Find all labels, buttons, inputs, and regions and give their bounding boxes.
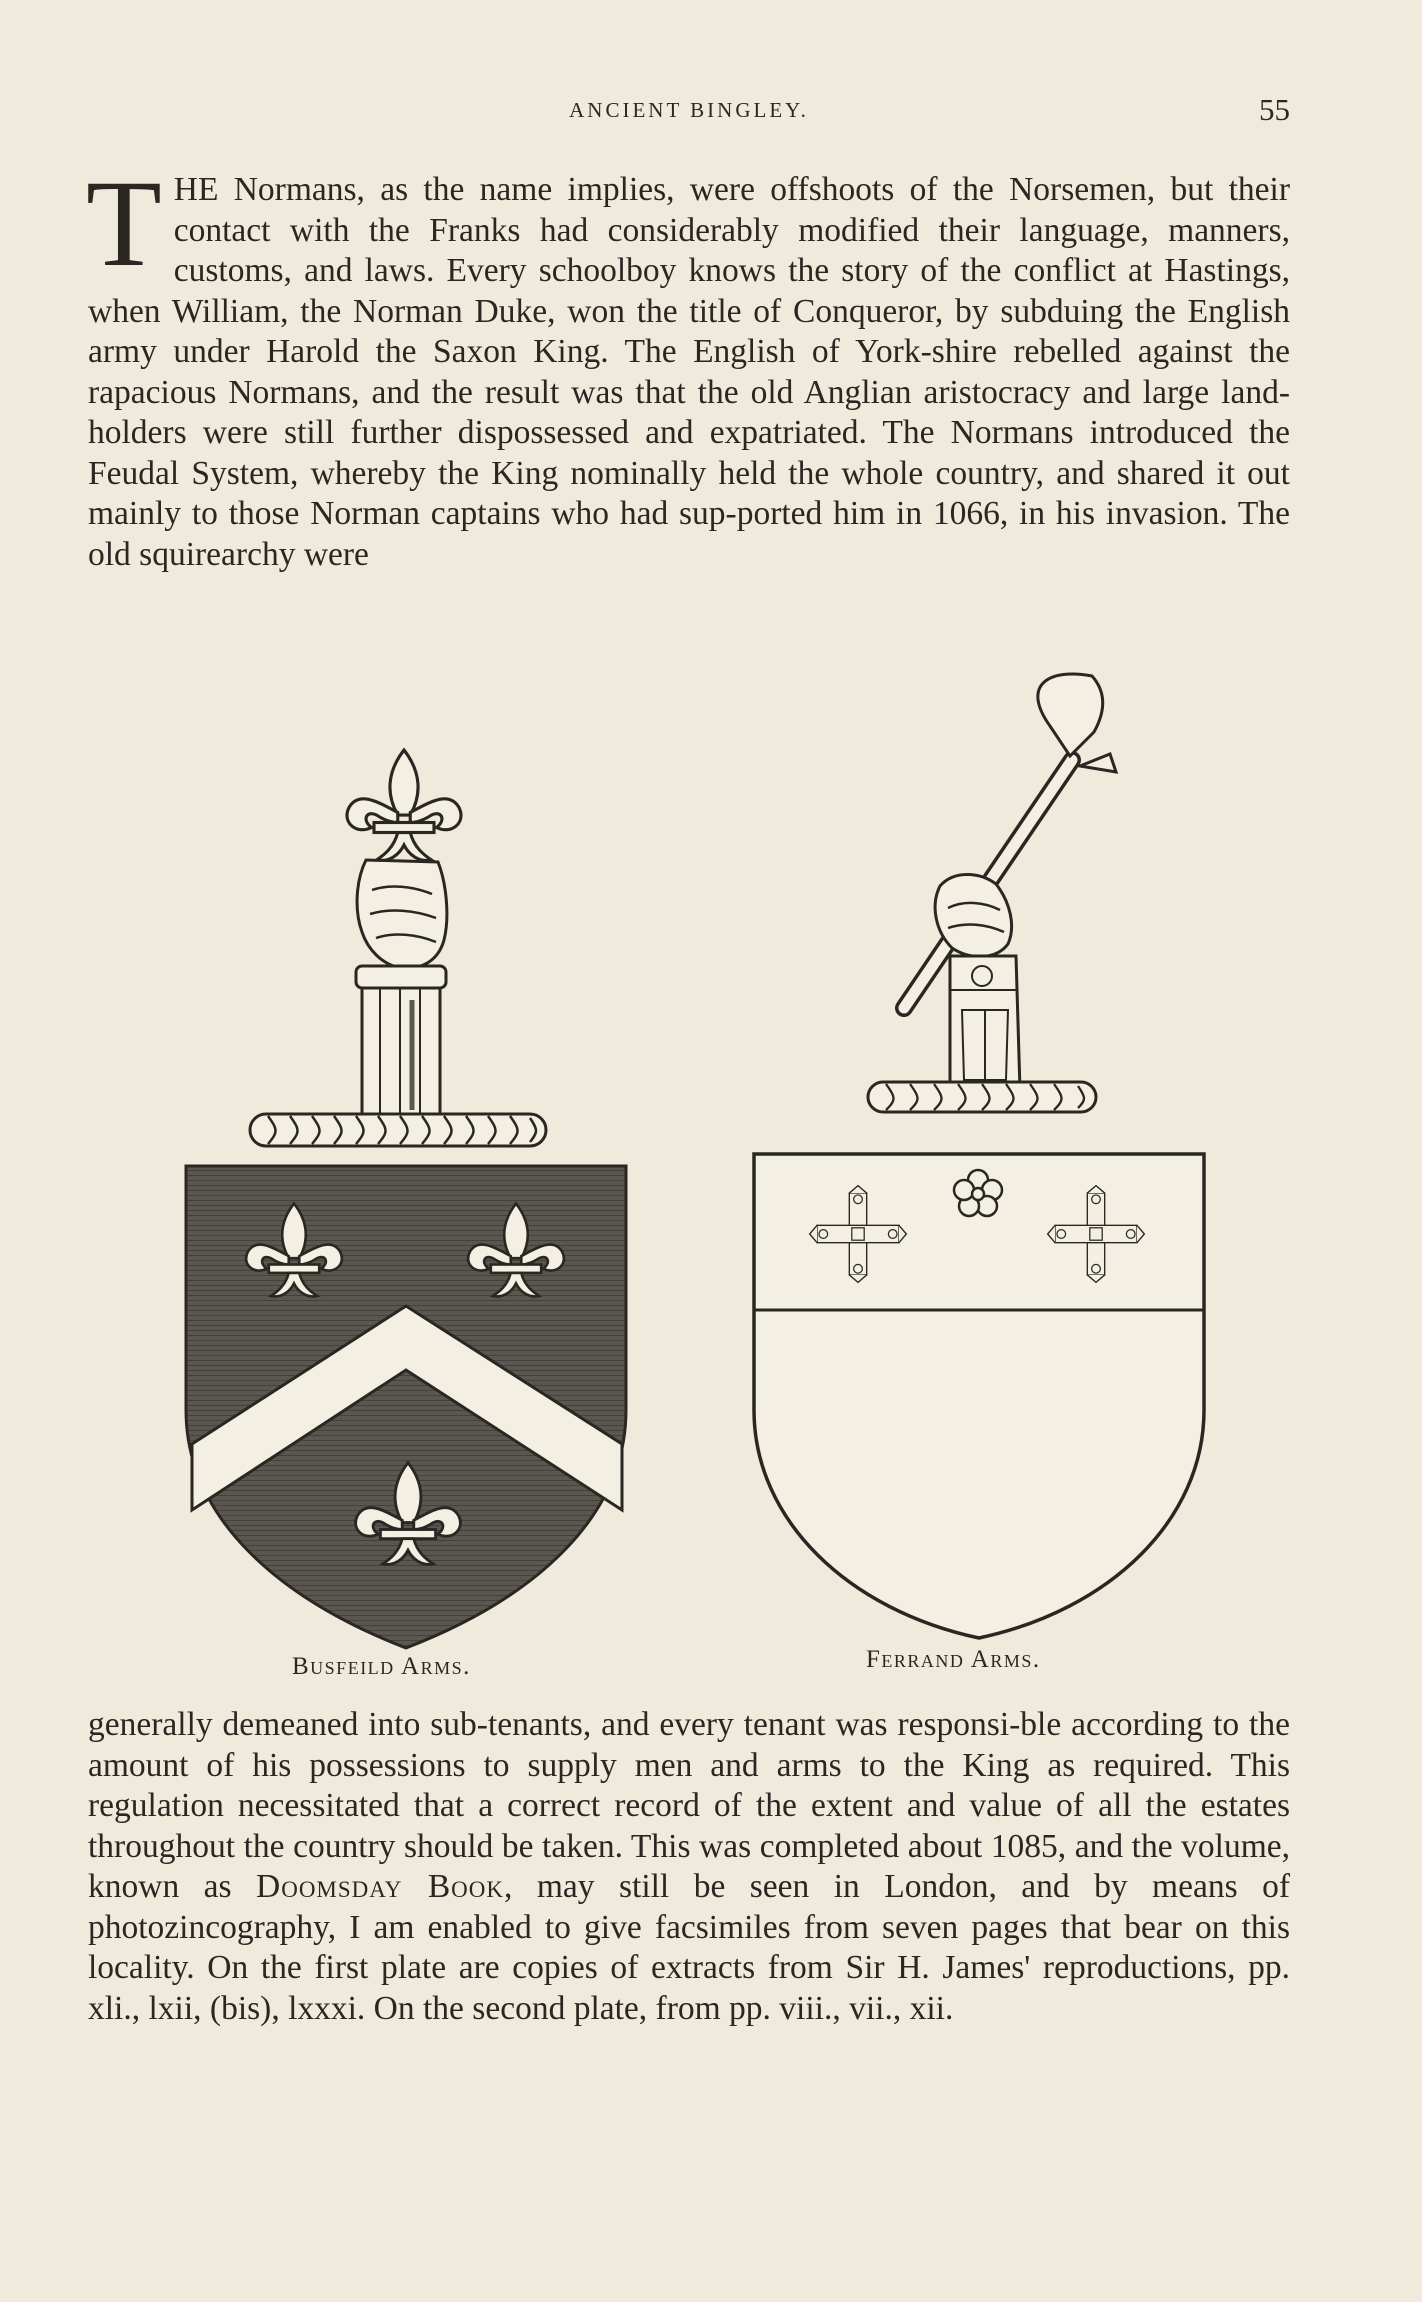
bottom-paragraph-text-end: , may still be seen in London, and by means of photozincography, I am enabled to give facsimiles from seven pages that bear on this locality. On the first plate are copies of extracts from Sir H. James' reproductions, pp. xli., lxii, (bis), lxxxi. On the second plate, from pp. viii., vii., xii. xyxy=(88,1868,1290,2027)
running-title: ANCIENT BINGLEY. xyxy=(569,98,809,122)
bottom-paragraph xyxy=(88,1705,1290,2029)
top-paragraph-text: HE Normans, as the name implies, were offshoots of the Norsemen, but their contact with the Franks had considerably modified their language, manners, customs, and laws. Every schoolboy knows the story of the conflict at Hastings, when William, the Norman Duke, won the title of Conqueror, by subduing the English army under Harold the Saxon King. The English of York-shire rebelled against the rapacious Normans, and the result was that the old Anglian aristocracy and large land-holders were still further dispossessed and expatriated. The Normans introduced the Feudal System, whereby the King nominally held the whole country, and shared it out mainly to those Norman captains who had sup-ported him in 1066, in his invasion. The old squirearchy were xyxy=(88,171,1290,573)
page-number: 55 xyxy=(1259,92,1290,127)
running-head xyxy=(88,92,1290,132)
ferrand-arms-caption: Ferrand Arms. xyxy=(866,1646,1041,1673)
ferrand-shield xyxy=(754,1154,1204,1638)
ferrand-crest xyxy=(868,674,1116,1112)
doomsday-book-reference: Doomsday Book xyxy=(256,1868,505,1905)
coats-of-arms-illustration xyxy=(0,670,1422,1690)
coats-of-arms-figures xyxy=(0,670,1422,1690)
top-paragraph xyxy=(86,155,1290,575)
busfeild-arms-caption: Busfeild Arms. xyxy=(292,1653,471,1680)
busfeild-crest xyxy=(250,750,546,1146)
drop-cap: T xyxy=(86,155,162,292)
busfeild-shield xyxy=(186,1166,626,1648)
bottom-paragraph-text-start: generally demeaned into sub-tenants, and every tenant was responsi-ble according to the amount of his possessions to supply men and arms to the King as required. This regulation necessitated that a correct record of the extent and value of all the estates throughout the country should be taken. This was completed about 1085, and the volume, known as xyxy=(88,1706,1290,1905)
